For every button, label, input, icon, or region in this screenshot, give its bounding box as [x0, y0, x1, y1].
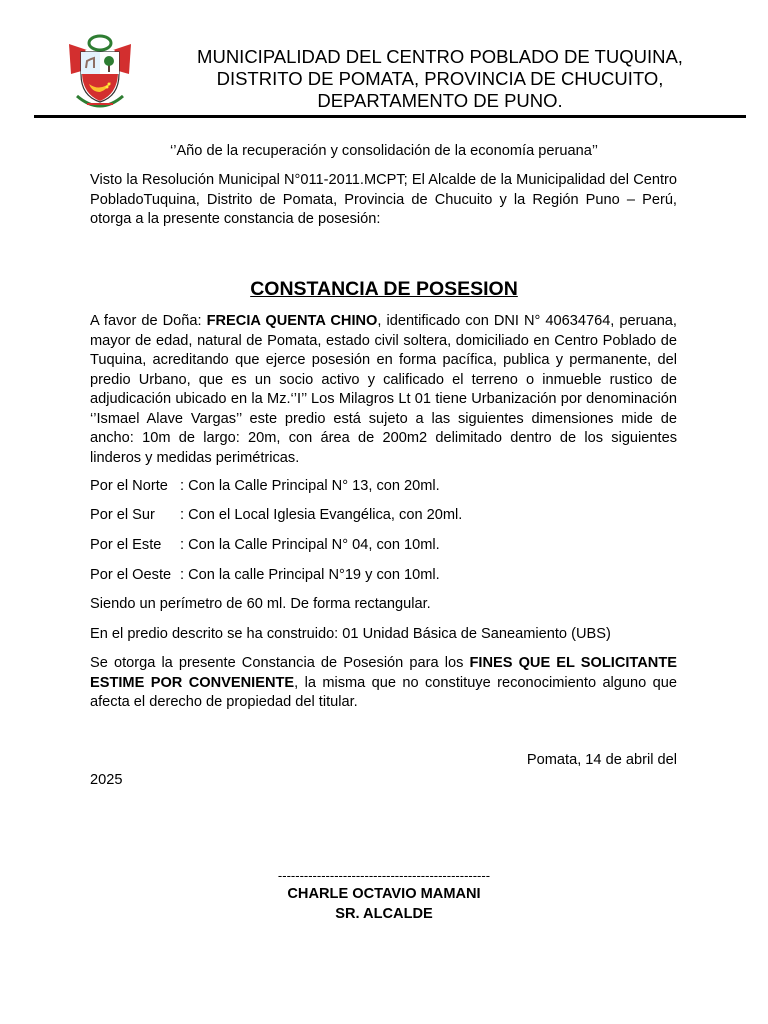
- favor-details: , identificado con DNI N° 40634764, peruana, mayor de edad, natural de Pomata, estado civil soltera, domiciliado en Centro Poblado de Tuquina, acreditando que ejerce posesión en forma pacífica, publica y permanente, del predio Urbano, que es un socio activo y calificado el terreno o inmueble rustico de adjudicación ubicado en la Mz.‘’I’’ Los Milagros Lt 01 tiene Urbanización por denominación ‘’Ismael Alave Vargas’’ este predio está sujeto a las siguientes dimensiones mide de ancho: 10m de largo: 20m, con área de 200m2 delimitado dentro de los siguientes linderos y medidas perimétricas.: [90, 313, 677, 466]
- year-motto: ‘’Año de la recuperación y consolidación de la economía peruana’’: [169, 143, 599, 159]
- issue-date-year: 2025: [90, 772, 123, 788]
- signature-line: -------------------------------------------------: [277, 868, 491, 883]
- header-divider: [34, 115, 746, 118]
- signature-block: [184, 868, 584, 924]
- boundary-east: [90, 536, 440, 555]
- signatory-role: SR. ALCALDE: [335, 906, 433, 922]
- boundary-value: : Con la Calle Principal N° 04, con 10ml.: [180, 537, 440, 553]
- grant-details: , la misma que no constituye reconocimiento alguno que afecta el derecho de propiedad del titular.: [90, 674, 677, 710]
- beneficiary-name: FRECIA QUENTA CHINO: [206, 313, 378, 329]
- boundary-south: [90, 506, 462, 525]
- letterhead: [34, 44, 746, 116]
- boundary-west: [90, 566, 440, 585]
- document-title: CONSTANCIA DE POSESION: [250, 278, 518, 300]
- construction-statement: En el predio descrito se ha construido: 01 Unidad Básica de Saneamiento (UBS): [90, 626, 611, 642]
- grant-prefix: Se otorga la presente Constancia de Posesión para los: [90, 655, 470, 671]
- intro-paragraph: Visto la Resolución Municipal N°011-2011.MCPT; El Alcalde de la Municipalidad del Centro PobladoTuquina, Distrito de Pomata, Provincia de Chucuito y la Región Puno – Perú, otorga a la presente constancia de posesión:: [90, 172, 677, 227]
- boundary-value: : Con la Calle Principal N° 13, con 20ml.: [180, 478, 440, 494]
- boundary-label: Por el Sur: [90, 507, 155, 523]
- favor-prefix: A favor de Doña:: [90, 313, 207, 329]
- boundary-label: Por el Este: [90, 537, 162, 553]
- favor-paragraph: [90, 312, 677, 468]
- grant-paragraph: [90, 654, 677, 713]
- boundary-label: Por el Oeste: [90, 567, 172, 583]
- perimeter-statement: Siendo un perímetro de 60 ml. De forma rectangular.: [90, 596, 431, 612]
- boundary-value: : Con la calle Principal N°19 y con 10ml.: [180, 567, 440, 583]
- heading-line-2: DISTRITO DE POMATA, PROVINCIA DE CHUCUITO,: [216, 68, 664, 89]
- grant-purpose: FINES QUE EL SOLICITANTE ESTIME POR CONVENIENTE: [90, 655, 677, 691]
- signatory-name: CHARLE OCTAVIO MAMANI: [287, 886, 481, 902]
- issue-date-place: Pomata, 14 de abril del: [526, 752, 677, 768]
- heading-line-3: DEPARTAMENTO DE PUNO.: [317, 90, 563, 111]
- municipality-heading: [134, 46, 746, 112]
- boundary-value: : Con el Local Iglesia Evangélica, con 20ml.: [180, 507, 463, 523]
- boundary-north: [90, 477, 440, 496]
- boundary-label: Por el Norte: [90, 478, 168, 494]
- peru-coat-of-arms-icon: [67, 34, 133, 114]
- heading-line-1: MUNICIPALIDAD DEL CENTRO POBLADO DE TUQUINA,: [197, 46, 683, 67]
